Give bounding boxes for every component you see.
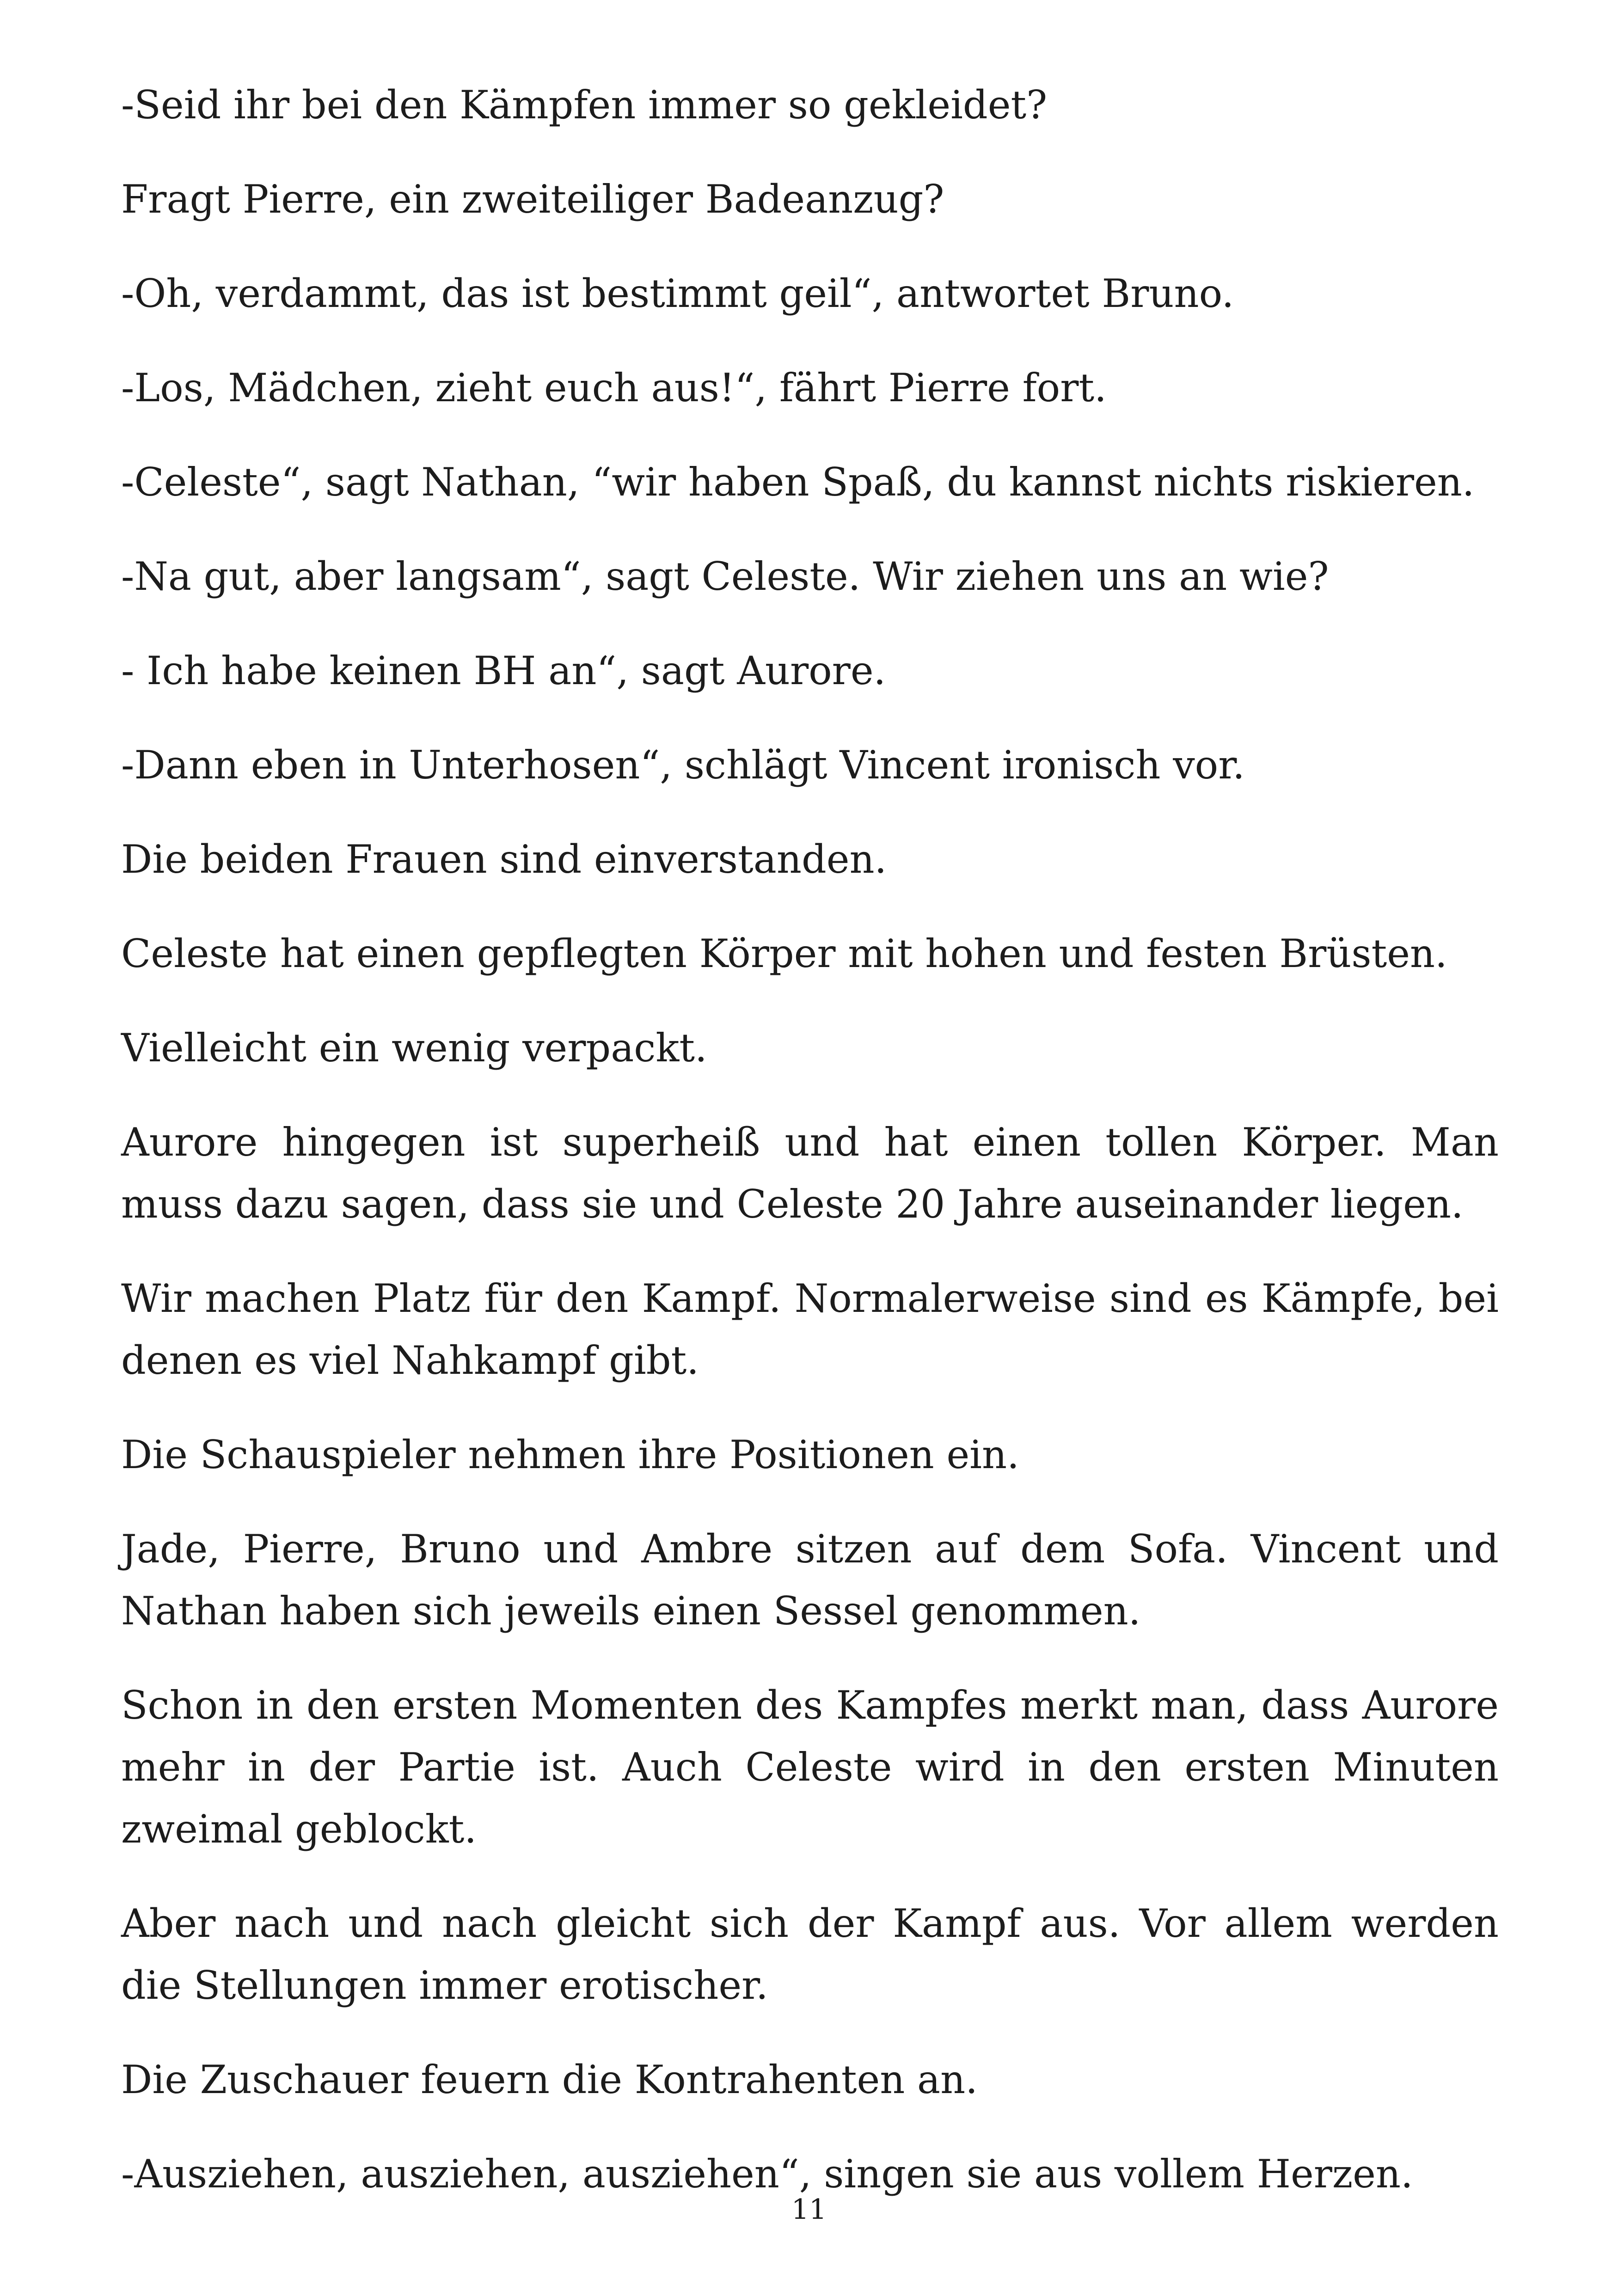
paragraph-9: Die beiden Frauen sind einverstanden. [121, 837, 887, 882]
paragraph-17: Aber nach und nach gleicht sich der Kampf aus. Vor allem werden die Stellungen immer erotischer. [121, 1901, 1499, 2008]
paragraph-12: Aurore hingegen ist superheiß und hat einen tollen Körper. Man muss dazu sagen, dass sie und Celeste 20 Jahre auseinander liegen. [121, 1120, 1499, 1227]
paragraph-6: -Na gut, aber langsam“, sagt Celeste. Wir ziehen uns an wie? [121, 554, 1329, 599]
paragraph-2: Fragt Pierre, ein zweiteiliger Badeanzug? [121, 177, 944, 222]
paragraph-19: -Ausziehen, ausziehen, ausziehen“, singen sie aus vollem Herzen. [121, 2151, 1413, 2197]
paragraph-15: Jade, Pierre, Bruno und Ambre sitzen auf dem Sofa. Vincent und Nathan haben sich jeweils einen Sessel genommen. [121, 1526, 1499, 1634]
paragraph-10: Celeste hat einen gepflegten Körper mit hohen und festen Brüsten. [121, 931, 1447, 976]
paragraph-11: Vielleicht ein wenig verpackt. [121, 1025, 707, 1071]
paragraph-16: Schon in den ersten Momenten des Kampfes merkt man, dass Aurore mehr in der Partie ist. Auch Celeste wird in den ersten Minuten zweimal geblockt. [121, 1683, 1499, 1852]
body-text [121, 74, 1499, 2237]
paragraph-8: -Dann eben in Unterhosen“, schlägt Vincent ironisch vor. [121, 742, 1245, 788]
paragraph-5: -Celeste“, sagt Nathan, “wir haben Spaß, du kannst nichts riskieren. [121, 459, 1475, 505]
paragraph-3: -Oh, verdammt, das ist bestimmt geil“, antwortet Bruno. [121, 271, 1234, 316]
page-number: 11 [791, 2193, 827, 2226]
paragraph-18: Die Zuschauer feuern die Kontrahenten an. [121, 2057, 978, 2102]
paragraph-1: -Seid ihr bei den Kämpfen immer so gekleidet? [121, 82, 1048, 128]
paragraph-4: -Los, Mädchen, zieht euch aus!“, fährt Pierre fort. [121, 365, 1107, 410]
paragraph-7: - Ich habe keinen BH an“, sagt Aurore. [121, 648, 886, 693]
paragraph-13: Wir machen Platz für den Kampf. Normalerweise sind es Kämpfe, bei denen es viel Nahkampf gibt. [121, 1276, 1499, 1383]
paragraph-14: Die Schauspieler nehmen ihre Positionen ein. [121, 1432, 1019, 1477]
